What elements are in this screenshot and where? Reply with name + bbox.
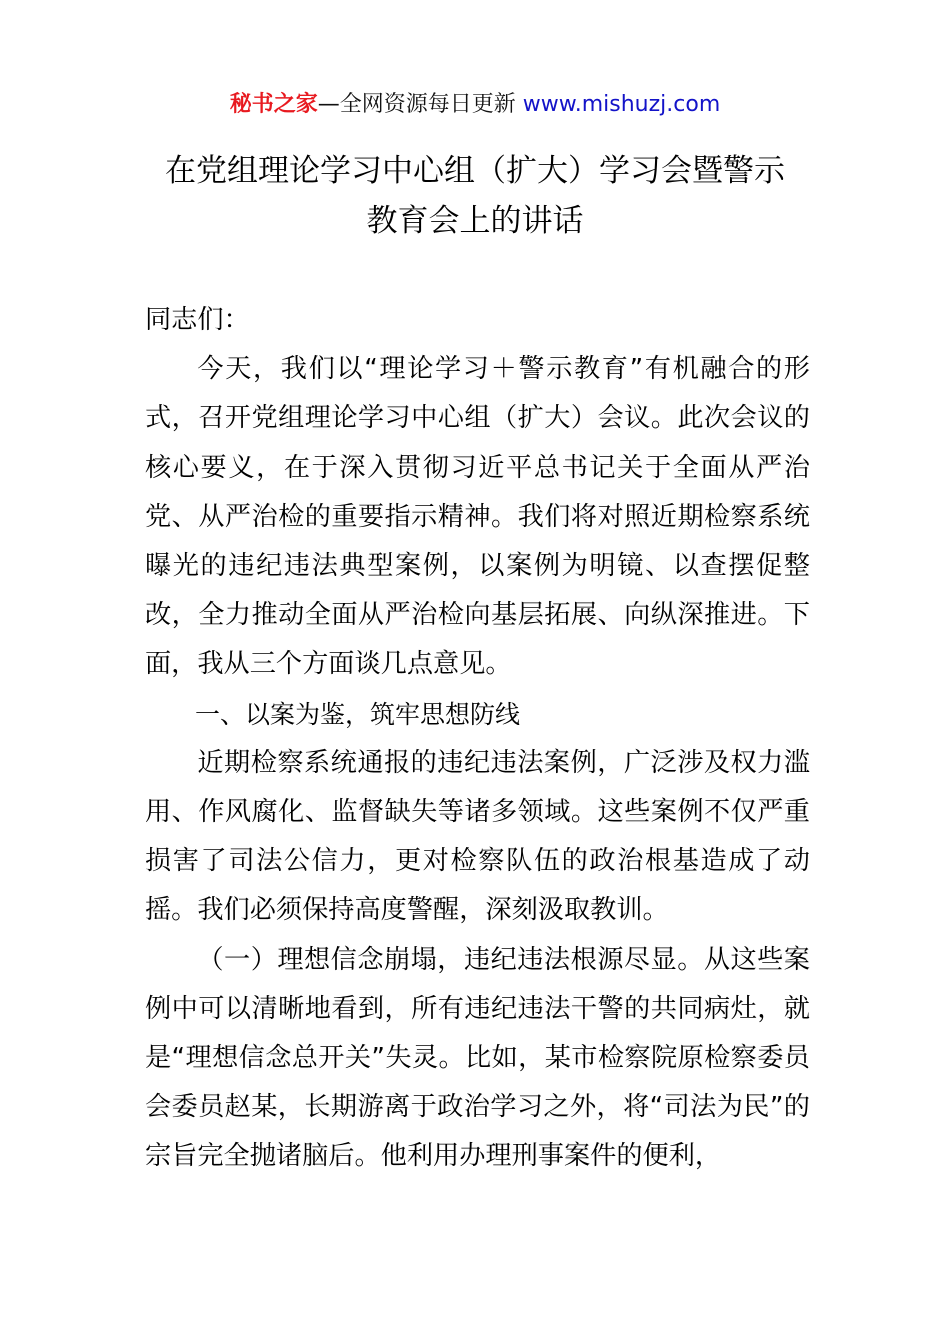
document-title-line-2: 教育会上的讲话 [366, 203, 584, 239]
document-title [0, 146, 950, 246]
salutation: 同志们： [145, 305, 250, 335]
paragraph-intro: 今天，我们以“理论学习＋警示教育”有机融合的形式，召开党组理论学习中心组（扩大）会议。此次会议的核心要义，在于深入贯彻习近平总书记关于全面从严治党、从严治检的重要指示精神。我们将对照近期检察系统曝光的违纪违法典型案例，以案例为明镜、以查摆促整改，全力推动全面从严治检向基层拓展、向纵深推进。下面，我从三个方面谈几点意见。 [145, 354, 810, 680]
site-brand-logo-text: 秘书之家 [229, 92, 318, 117]
site-tagline: —全网资源每日更新 [317, 92, 516, 117]
document-title-line-1: 在党组理论学习中心组（扩大）学习会暨警示 [165, 153, 785, 189]
site-header [0, 88, 950, 122]
section-heading-1: 一、以案为鉴，筑牢思想防线 [195, 699, 521, 729]
paragraph-section-1: 近期检察系统通报的违纪违法案例，广泛涉及权力滥用、作风腐化、监督缺失等诸多领域。这些案例不仅严重损害了司法公信力，更对检察队伍的政治根基造成了动摇。我们必须保持高度警醒，深刻汲取教训。 [145, 747, 810, 926]
paragraph-subsection-1: （一）理想信念崩塌，违纪违法根源尽显。从这些案例中可以清晰地看到，所有违纪违法干警的共同病灶，就是“理想信念总开关”失灵。比如，某市检察院原检察委员会委员赵某，长期游离于政治学习之外，将“司法为民”的宗旨完全抛诸脑后。他利用办理刑事案件的便利， [145, 944, 810, 1172]
document-body [145, 296, 810, 1182]
site-url-link[interactable]: www.mishuzj.com [522, 92, 721, 117]
